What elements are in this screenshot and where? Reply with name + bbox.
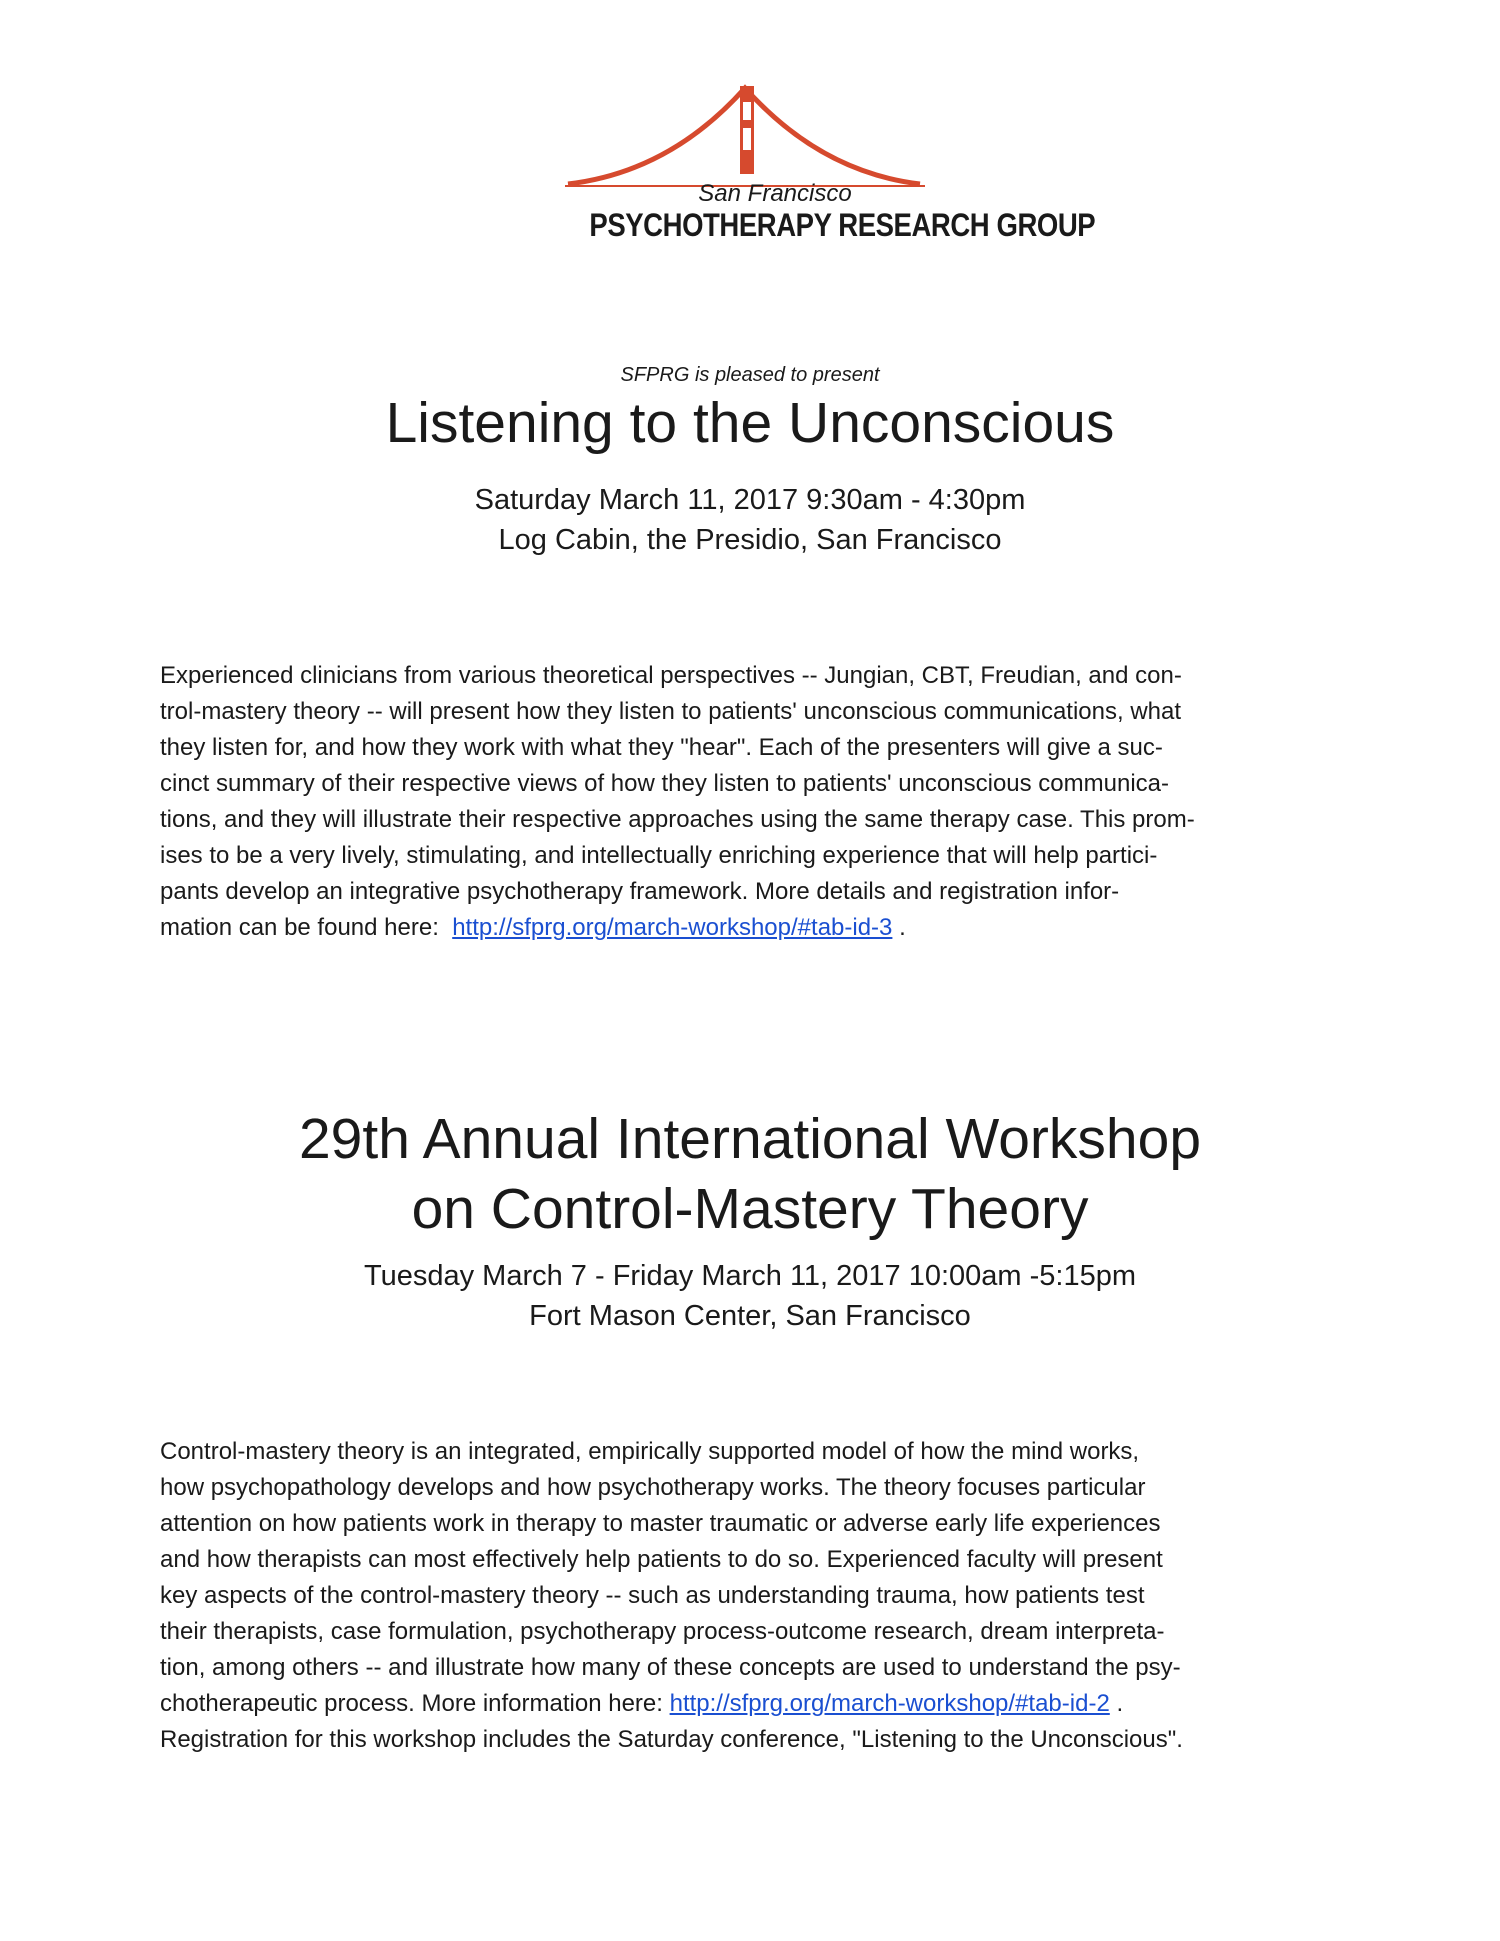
- description-line: ises to be a very lively, stimulating, and intellectually enriching experience that will help partici-: [160, 842, 1158, 869]
- event1-description: [160, 658, 1340, 946]
- event1-registration-link[interactable]: http://sfprg.org/march-workshop/#tab-id-3: [452, 914, 893, 941]
- description-line: attention on how patients work in therapy to master traumatic or adverse early life experiences: [160, 1510, 1161, 1537]
- event1-location: Log Cabin, the Presidio, San Francisco: [498, 524, 1002, 556]
- description-last-line: [160, 910, 1340, 946]
- logo-city: San Francisco: [698, 180, 852, 207]
- sfprg-logo: [560, 80, 1096, 250]
- event2-datetime: Tuesday March 7 - Friday March 11, 2017 10:00am -5:15pm: [363, 1260, 1137, 1292]
- link-suffix: .: [892, 914, 906, 941]
- event2-title: [0, 1104, 1500, 1244]
- event2-title-line1: 29th Annual International Workshop: [298, 1107, 1202, 1171]
- description-line: they listen for, and how they work with what they "hear". Each of the presenters will give a suc-: [160, 734, 1163, 761]
- logo-organization: PSYCHOTHERAPY RESEARCH GROUP: [589, 207, 1096, 243]
- description-line: tions, and they will illustrate their respective approaches using the same therapy case. This prom-: [160, 806, 1195, 833]
- event2-title-line2: on Control-Mastery Theory: [411, 1177, 1089, 1241]
- description-line: how psychopathology develops and how psychotherapy works. The theory focuses particular: [160, 1474, 1146, 1501]
- event1-title: Listening to the Unconscious: [385, 391, 1115, 455]
- link-prefix: mation can be found here:: [160, 914, 453, 941]
- golden-gate-bridge-icon: [560, 80, 980, 190]
- description-line: cinct summary of their respective views of how they listen to patients' unconscious communica-: [160, 770, 1170, 797]
- description-line: and how therapists can most effectively help patients to do so. Experienced faculty will present: [160, 1546, 1163, 1573]
- link-suffix: .: [1109, 1690, 1124, 1717]
- description-line: key aspects of the control-mastery theory -- such as understanding trauma, how patients test: [160, 1582, 1145, 1609]
- event2-description: [160, 1434, 1340, 1758]
- description-line: pants develop an integrative psychotherapy framework. More details and registration infor-: [160, 878, 1120, 905]
- event1-datetime: Saturday March 11, 2017 9:30am - 4:30pm: [474, 484, 1026, 516]
- event2-location: Fort Mason Center, San Francisco: [529, 1300, 971, 1332]
- description-line: their therapists, case formulation, psychotherapy process-outcome research, dream interpreta-: [160, 1618, 1165, 1645]
- description-link-line: [160, 1686, 1340, 1722]
- event1-intro: SFPRG is pleased to present: [620, 364, 880, 386]
- description-line: Experienced clinicians from various theoretical perspectives -- Jungian, CBT, Freudian, and con-: [160, 662, 1182, 689]
- event2-info-link[interactable]: http://sfprg.org/march-workshop/#tab-id-2: [669, 1690, 1110, 1717]
- link-prefix: chotherapeutic process. More information here:: [160, 1690, 670, 1717]
- description-line: trol-mastery theory -- will present how they listen to patients' unconscious communications, what: [160, 698, 1182, 725]
- description-final-line: Registration for this workshop includes the Saturday conference, "Listening to the Unconscious".: [160, 1726, 1183, 1753]
- description-line: Control-mastery theory is an integrated, empirically supported model of how the mind works,: [160, 1438, 1140, 1465]
- description-line: tion, among others -- and illustrate how many of these concepts are used to understand the psy-: [160, 1654, 1181, 1681]
